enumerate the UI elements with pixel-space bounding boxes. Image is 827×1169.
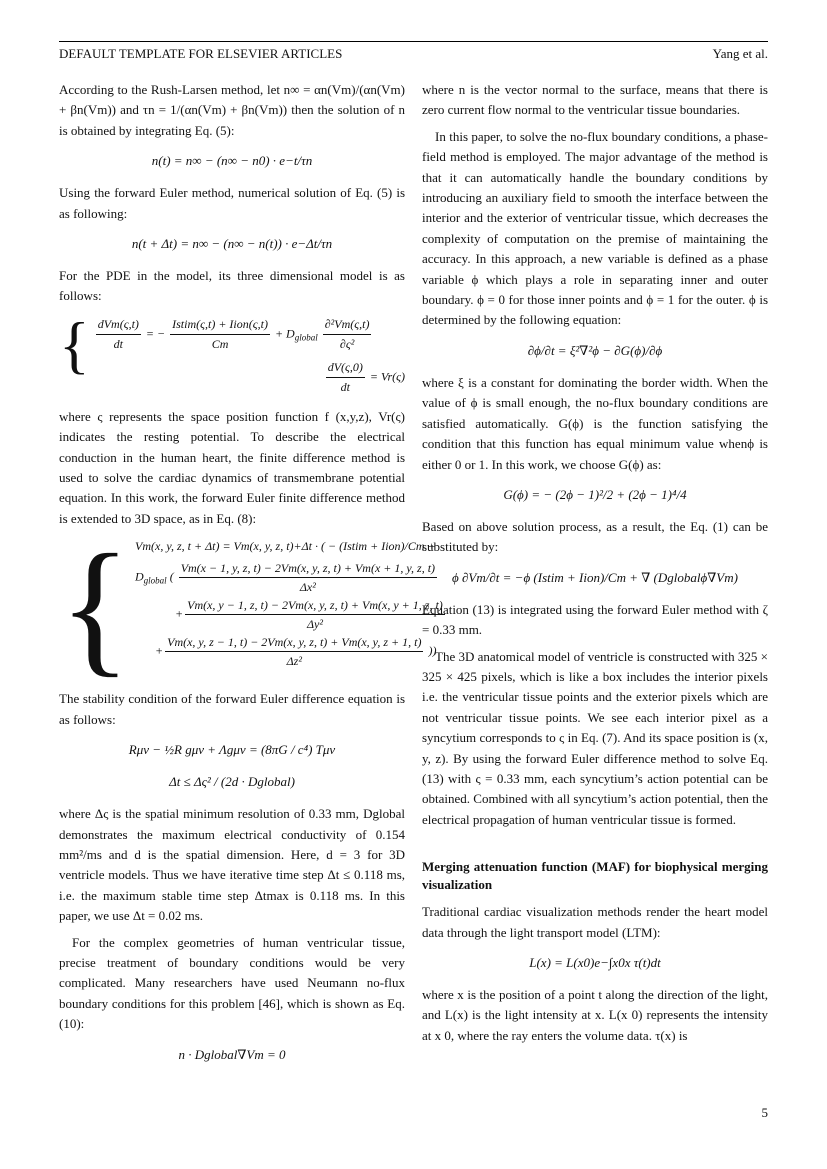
journal-template-title: DEFAULT TEMPLATE FOR ELSEVIER ARTICLES xyxy=(59,46,343,61)
equation: Rμν − ½R gμν + Λgμν = (8πG / c⁴) Tμν xyxy=(128,742,336,758)
equation: ∂ϕ/∂t = ξ²∇²ϕ − ∂G(ϕ)/∂ϕ xyxy=(527,342,663,358)
paragraph: According to the Rush-Larsen method, let n∞ = αn(Vm)/(αn(Vm) + βn(Vm)) and τn = 1/(αn(Vm) + βn(Vm)) then the solution of n is obtained by integrating Eq. (5): xyxy=(59,82,405,138)
paragraph: Based on above solution process, as a result, the Eq. (1) can be substituted by: xyxy=(422,518,768,555)
equation-row: $\frac{dV(\varsigma,0)}{dt}$ = Vr(ς) xyxy=(327,359,405,394)
header-rule xyxy=(59,41,768,42)
running-header xyxy=(59,46,768,64)
paragraph: Using the forward Euler method, numerical solution of Eq. (5) is as following: xyxy=(59,185,405,221)
paragraph: For the complex geometries of human ventricular tissue, precise treatment of boundary conditions would be very complicated. Many researchers have used Neumann no-flux boundary conditions for this problem [46], which is shown as Eq. (10): xyxy=(59,934,405,1032)
equation: n · Dglobal∇Vm = 0 xyxy=(178,1046,286,1062)
paragraph: where Δς is the spatial minimum resolution of 0.33 mm, Dglobal demonstrates the maximum electrical conductivity of 0.154 mm²/ms and d is the spatial dimension. Here, d = 3 for 3D ventricle models. Thus we have iterative time step Δt ≤ 0.118 ms, i.e. the maximum stable time step Δtmax is 0.118 ms. In this paper, we use Δt = 0.02 ms. xyxy=(59,806,405,924)
equation-system xyxy=(59,524,449,691)
paragraph: where ς represents the space position function f (x,y,z), Vr(ς) indicates the resting potential. To describe the electrical conduction in the human heart, the finite difference method is used to solve the cardiac dynamics of transmembrane potential equation. In this work, the forward Euler finite difference method is extended to 3D space, as in Eq. (8): xyxy=(59,408,405,526)
equation-row: + $\frac{Vm(x, y, z - 1, t) - 2Vm(x, y, z, t) + Vm(x, y, z + 1, t)}{\text{Δz²}}$ )) xyxy=(155,635,437,669)
paragraph: where x is the position of a point t along the direction of the light, and L(x) is the light intensity at x. L(x 0) represents the intensity at x 0, where the ray enters the volume data. τ(x) is xyxy=(422,987,768,1043)
equation: G(ϕ) = − (2ϕ − 1)²/2 + (2ϕ − 1)⁴/4 xyxy=(503,486,687,502)
equation-row: $\frac{\text{dVm(ς,t)}}{dt}$ = − $\frac{\text{Istim(ς,t) + Iion(ς,t)}}{Cm}$ + $D_{global}$ $\frac{\text{∂²Vm(ς,t)}}{\text{∂ς²}}$ xyxy=(97,316,370,351)
authors: Yang et al. xyxy=(712,46,768,61)
equation-row: $D_{global}$ ( $\frac{Vm(x - 1, y, z, t) - 2Vm(x, y, z, t) + Vm(x + 1, y, z, t)}{\text{Δx²}}$ xyxy=(135,561,436,595)
equation: n(t) = n∞ − (n∞ − n0) · e−t/τn xyxy=(151,153,313,169)
left-column xyxy=(59,80,443,1077)
left-brace: { xyxy=(59,308,90,380)
paragraph: Equation (13) is integrated using the forward Euler method with ζ = 0.33 mm. xyxy=(422,601,768,638)
paragraph: Traditional cardiac visualization methods render the heart model data through the light transport model (LTM): xyxy=(422,904,768,940)
left-brace: { xyxy=(59,524,131,691)
equation: n(t + Δt) = n∞ − (n∞ − n(t)) · e−Δt/τn xyxy=(131,236,333,252)
equation-system xyxy=(59,308,405,397)
paragraph: For the PDE in the model, its three dimensional model is as follows: xyxy=(59,268,405,304)
paragraph: The 3D anatomical model of ventricle is constructed with 325 × 325 × 425 pixels, which is like a box includes the interior pixels i.e. the ventricular tissue points and the exterior pixels which are not ventricular tissue points. We see each interior pixel as a syncytium corresponds to ς in Eq. (7). And its space position is (x, y, z). By using the forward Euler difference method to solve Eq. (13) with ς = 0.33 mm, each syncytium’s action potential can be obtained. Combined with all syncytium’s action potential, then the electrical propagation of human ventricular tissue is formed. xyxy=(422,648,768,827)
equation: ϕ ∂Vm/∂t = −ϕ (Istim + Iion)/Cm + ∇ (Dglobalϕ∇Vm) xyxy=(452,569,738,585)
paragraph: where ξ is a constant for dominating the border width. When the value of ϕ is small enough, the no-flux boundary conditions are satisfied automatically. G(ϕ) is the function satisfying the condition that this function has equal minimum value whenϕ is either 0 or 1. In this work, we choose G(ϕ) as: xyxy=(422,374,768,472)
equation: Δt ≤ Δς² / (2d · Dglobal) xyxy=(169,774,295,790)
section-heading: Merging attenuation function (MAF) for biophysical merging visualization xyxy=(422,859,768,893)
equation-row: Vm(x, y, z, t + Δt) = Vm(x, y, z, t)+Δt · ( − (Istim + Iion)/Cm + xyxy=(135,539,436,554)
equation-row: + $\frac{Vm(x, y - 1, z, t) - 2Vm(x, y, z, t) + Vm(x, y + 1, z, t)}{\text{Δy²}}$ xyxy=(175,598,443,632)
paragraph: The stability condition of the forward Euler difference equation is as follows: xyxy=(59,691,405,727)
equation: L(x) = L(x0)e−∫x0x τ(t)dt xyxy=(529,955,661,970)
page-number: 5 xyxy=(761,1105,768,1120)
paragraph: where n is the vector normal to the surface, means that there is zero current flow normal to the ventricular tissue boundaries. xyxy=(422,82,768,118)
right-column xyxy=(422,80,768,1052)
paragraph: In this paper, to solve the no-flux boundary conditions, a phase-field method is employed. The major advantage of the method is that it can automatically handle the boundary conditions by introducing an auxiliary field to smooth the interface between the interior and the exterior of ventricular tissue, which decreases the complexity of computation on the premise of maintaining the accuracy. In this approach, a new variable is defined as a phase variable ϕ which plays a role in separating inner and outer boundary. ϕ = 0 for those inner points and ϕ = 1 for the outer. ϕ is determined by the following equation: xyxy=(422,128,768,328)
